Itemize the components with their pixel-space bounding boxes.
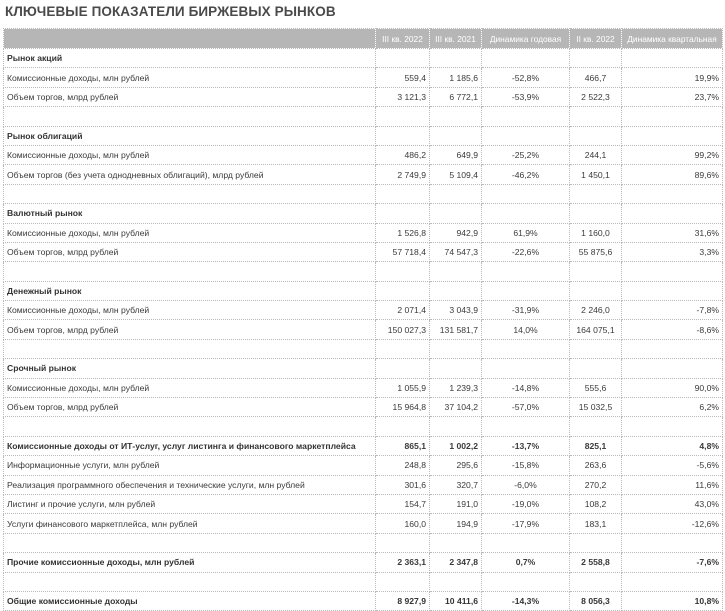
value-cell: 2 246,0 xyxy=(570,301,622,320)
value-cell: 31,6% xyxy=(622,223,723,242)
value-cell xyxy=(622,359,723,378)
value-cell xyxy=(376,49,430,68)
value-cell xyxy=(482,204,570,223)
value-cell xyxy=(482,359,570,378)
empty-cell xyxy=(570,339,622,358)
value-cell: 57 718,4 xyxy=(376,242,430,261)
value-cell: 244,1 xyxy=(570,145,622,164)
value-cell: 37 104,2 xyxy=(430,398,482,417)
empty-cell xyxy=(376,339,430,358)
table-row xyxy=(4,301,723,320)
empty-cell xyxy=(430,339,482,358)
value-cell xyxy=(430,126,482,145)
value-cell: 2 558,8 xyxy=(570,553,622,572)
value-cell xyxy=(482,281,570,300)
empty-cell xyxy=(482,262,570,281)
value-cell xyxy=(622,204,723,223)
value-cell: 555,6 xyxy=(570,378,622,397)
row-label: Объем торгов, млрд рублей xyxy=(4,398,376,417)
value-cell: 43,0% xyxy=(622,494,723,513)
value-cell: -14,8% xyxy=(482,378,570,397)
value-cell: 19,9% xyxy=(622,68,723,87)
value-cell xyxy=(570,126,622,145)
row-label: Комиссионные доходы, млн рублей xyxy=(4,68,376,87)
value-cell: -12,6% xyxy=(622,514,723,533)
empty-cell xyxy=(376,572,430,591)
table-row xyxy=(4,514,723,533)
value-cell: -53,9% xyxy=(482,87,570,106)
table-row xyxy=(4,494,723,513)
value-cell xyxy=(482,49,570,68)
row-label: Листинг и прочие услуги, млн рублей xyxy=(4,494,376,513)
empty-cell xyxy=(376,533,430,552)
empty-cell xyxy=(622,184,723,203)
value-cell: 1 450,1 xyxy=(570,165,622,184)
spacer-row xyxy=(4,533,723,552)
value-cell xyxy=(430,49,482,68)
value-cell: 825,1 xyxy=(570,436,622,455)
value-cell: 194,9 xyxy=(430,514,482,533)
section-row xyxy=(4,436,723,455)
value-cell: -6,0% xyxy=(482,475,570,494)
value-cell: 1 160,0 xyxy=(570,223,622,242)
row-label: Объем торгов, млрд рублей xyxy=(4,87,376,106)
value-cell: 6,2% xyxy=(622,398,723,417)
value-cell: 320,7 xyxy=(430,475,482,494)
table-row xyxy=(4,242,723,261)
row-label: Информационные услуги, млн рублей xyxy=(4,456,376,475)
table-row xyxy=(4,145,723,164)
value-cell: 8 927,9 xyxy=(376,591,430,610)
value-cell: 942,9 xyxy=(430,223,482,242)
value-cell: 14,0% xyxy=(482,320,570,339)
value-cell: 1 526,8 xyxy=(376,223,430,242)
value-cell: 263,6 xyxy=(570,456,622,475)
value-cell: -7,8% xyxy=(622,301,723,320)
column-header: Динамика годовая xyxy=(482,29,570,49)
section-label: Рынок акций xyxy=(4,49,376,68)
value-cell: 99,2% xyxy=(622,145,723,164)
row-label: Комиссионные доходы, млн рублей xyxy=(4,223,376,242)
page-title: КЛЮЧЕВЫЕ ПОКАЗАТЕЛИ БИРЖЕВЫХ РЫНКОВ xyxy=(5,4,336,19)
spacer-row xyxy=(4,184,723,203)
empty-cell xyxy=(4,572,376,591)
section-label: Комиссионные доходы от ИТ-услуг, услуг листинга и финансового маркетплейса xyxy=(4,436,376,455)
section-label: Срочный рынок xyxy=(4,359,376,378)
empty-cell xyxy=(4,262,376,281)
section-label: Денежный рынок xyxy=(4,281,376,300)
value-cell: 183,1 xyxy=(570,514,622,533)
empty-cell xyxy=(430,533,482,552)
value-cell: 1 239,3 xyxy=(430,378,482,397)
value-cell: 154,7 xyxy=(376,494,430,513)
value-cell: 486,2 xyxy=(376,145,430,164)
value-cell: -31,9% xyxy=(482,301,570,320)
value-cell: -22,6% xyxy=(482,242,570,261)
header-empty-cell xyxy=(4,29,376,49)
value-cell: 1 055,9 xyxy=(376,378,430,397)
row-label: Комиссионные доходы, млн рублей xyxy=(4,378,376,397)
empty-cell xyxy=(430,262,482,281)
column-header: Динамика квартальная xyxy=(622,29,723,49)
value-cell: 108,2 xyxy=(570,494,622,513)
value-cell: 6 772,1 xyxy=(430,87,482,106)
value-cell: 2 749,9 xyxy=(376,165,430,184)
value-cell xyxy=(570,204,622,223)
value-cell: 0,7% xyxy=(482,553,570,572)
value-cell: 295,6 xyxy=(430,456,482,475)
empty-cell xyxy=(376,417,430,436)
section-row xyxy=(4,281,723,300)
value-cell: -5,6% xyxy=(622,456,723,475)
empty-cell xyxy=(4,184,376,203)
value-cell xyxy=(430,359,482,378)
empty-cell xyxy=(482,339,570,358)
table-row xyxy=(4,398,723,417)
value-cell: 466,7 xyxy=(570,68,622,87)
value-cell xyxy=(430,281,482,300)
value-cell: 1 185,6 xyxy=(430,68,482,87)
spacer-row xyxy=(4,262,723,281)
market-indicators-table xyxy=(3,28,723,611)
value-cell xyxy=(622,281,723,300)
row-label: Объем торгов, млрд рублей xyxy=(4,242,376,261)
value-cell: 270,2 xyxy=(570,475,622,494)
value-cell xyxy=(570,281,622,300)
value-cell: 10,8% xyxy=(622,591,723,610)
empty-cell xyxy=(570,184,622,203)
value-cell: -57,0% xyxy=(482,398,570,417)
value-cell: 865,1 xyxy=(376,436,430,455)
value-cell: -52,8% xyxy=(482,68,570,87)
empty-cell xyxy=(4,107,376,126)
value-cell: 3 121,3 xyxy=(376,87,430,106)
spacer-row xyxy=(4,572,723,591)
table-row xyxy=(4,223,723,242)
value-cell: -8,6% xyxy=(622,320,723,339)
empty-cell xyxy=(482,107,570,126)
empty-cell xyxy=(570,107,622,126)
value-cell xyxy=(482,126,570,145)
empty-cell xyxy=(622,572,723,591)
spacer-row xyxy=(4,417,723,436)
total-row xyxy=(4,591,723,610)
value-cell: 15 964,8 xyxy=(376,398,430,417)
table-row xyxy=(4,320,723,339)
empty-cell xyxy=(622,107,723,126)
empty-cell xyxy=(482,572,570,591)
value-cell: 8 056,3 xyxy=(570,591,622,610)
value-cell: 5 109,4 xyxy=(430,165,482,184)
value-cell: 4,8% xyxy=(622,436,723,455)
table-row xyxy=(4,87,723,106)
value-cell xyxy=(622,49,723,68)
column-header: III кв. 2021 xyxy=(430,29,482,49)
empty-cell xyxy=(570,533,622,552)
row-label: Реализация программного обеспечения и технические услуги, млн рублей xyxy=(4,475,376,494)
value-cell xyxy=(376,204,430,223)
empty-cell xyxy=(430,184,482,203)
value-cell: 559,4 xyxy=(376,68,430,87)
empty-cell xyxy=(376,107,430,126)
empty-cell xyxy=(482,184,570,203)
table-row xyxy=(4,456,723,475)
value-cell: 10 411,6 xyxy=(430,591,482,610)
empty-cell xyxy=(622,339,723,358)
row-label: Комиссионные доходы, млн рублей xyxy=(4,145,376,164)
row-label: Общие комиссионные доходы xyxy=(4,591,376,610)
value-cell: 248,8 xyxy=(376,456,430,475)
value-cell: 191,0 xyxy=(430,494,482,513)
value-cell: -17,9% xyxy=(482,514,570,533)
spacer-row xyxy=(4,339,723,358)
table-row xyxy=(4,378,723,397)
value-cell xyxy=(570,49,622,68)
empty-cell xyxy=(570,262,622,281)
row-label: Услуги финансового маркетплейса, млн рублей xyxy=(4,514,376,533)
value-cell: -15,8% xyxy=(482,456,570,475)
value-cell: 3,3% xyxy=(622,242,723,261)
value-cell: 89,6% xyxy=(622,165,723,184)
empty-cell xyxy=(482,533,570,552)
value-cell: -46,2% xyxy=(482,165,570,184)
empty-cell xyxy=(570,417,622,436)
row-label: Комиссионные доходы, млн рублей xyxy=(4,301,376,320)
section-row xyxy=(4,126,723,145)
empty-cell xyxy=(482,417,570,436)
value-cell: 61,9% xyxy=(482,223,570,242)
section-row xyxy=(4,49,723,68)
value-cell: 2 522,3 xyxy=(570,87,622,106)
empty-cell xyxy=(4,533,376,552)
value-cell: -19,0% xyxy=(482,494,570,513)
value-cell: 90,0% xyxy=(622,378,723,397)
value-cell: -13,7% xyxy=(482,436,570,455)
value-cell: 164 075,1 xyxy=(570,320,622,339)
value-cell xyxy=(376,281,430,300)
empty-cell xyxy=(430,572,482,591)
section-label: Валютный рынок xyxy=(4,204,376,223)
table-header-row xyxy=(4,29,723,49)
value-cell: 131 581,7 xyxy=(430,320,482,339)
empty-cell xyxy=(376,184,430,203)
value-cell: 15 032,5 xyxy=(570,398,622,417)
value-cell: 150 027,3 xyxy=(376,320,430,339)
value-cell: 649,9 xyxy=(430,145,482,164)
value-cell xyxy=(376,359,430,378)
value-cell: -7,6% xyxy=(622,553,723,572)
value-cell: 55 875,6 xyxy=(570,242,622,261)
section-label: Рынок облигаций xyxy=(4,126,376,145)
empty-cell xyxy=(430,107,482,126)
empty-cell xyxy=(376,262,430,281)
section-row xyxy=(4,204,723,223)
table-row xyxy=(4,165,723,184)
section-row xyxy=(4,359,723,378)
value-cell: 301,6 xyxy=(376,475,430,494)
value-cell xyxy=(430,204,482,223)
value-cell xyxy=(376,126,430,145)
value-cell: 2 347,8 xyxy=(430,553,482,572)
value-cell: 2 363,1 xyxy=(376,553,430,572)
empty-cell xyxy=(570,572,622,591)
empty-cell xyxy=(622,533,723,552)
value-cell: 160,0 xyxy=(376,514,430,533)
empty-cell xyxy=(622,262,723,281)
empty-cell xyxy=(4,417,376,436)
value-cell: 11,6% xyxy=(622,475,723,494)
section-row xyxy=(4,553,723,572)
value-cell: 2 071,4 xyxy=(376,301,430,320)
value-cell: -14,3% xyxy=(482,591,570,610)
row-label: Объем торгов (без учета однодневных облигаций), млрд рублей xyxy=(4,165,376,184)
column-header: III кв. 2022 xyxy=(376,29,430,49)
section-label: Прочие комиссионные доходы, млн рублей xyxy=(4,553,376,572)
table-row xyxy=(4,68,723,87)
empty-cell xyxy=(4,339,376,358)
row-label: Объем торгов, млрд рублей xyxy=(4,320,376,339)
value-cell: 3 043,9 xyxy=(430,301,482,320)
value-cell: 1 002,2 xyxy=(430,436,482,455)
spacer-row xyxy=(4,107,723,126)
column-header: II кв. 2022 xyxy=(570,29,622,49)
value-cell: -25,2% xyxy=(482,145,570,164)
value-cell xyxy=(570,359,622,378)
value-cell: 23,7% xyxy=(622,87,723,106)
empty-cell xyxy=(430,417,482,436)
value-cell: 74 547,3 xyxy=(430,242,482,261)
table-row xyxy=(4,475,723,494)
empty-cell xyxy=(622,417,723,436)
value-cell xyxy=(622,126,723,145)
